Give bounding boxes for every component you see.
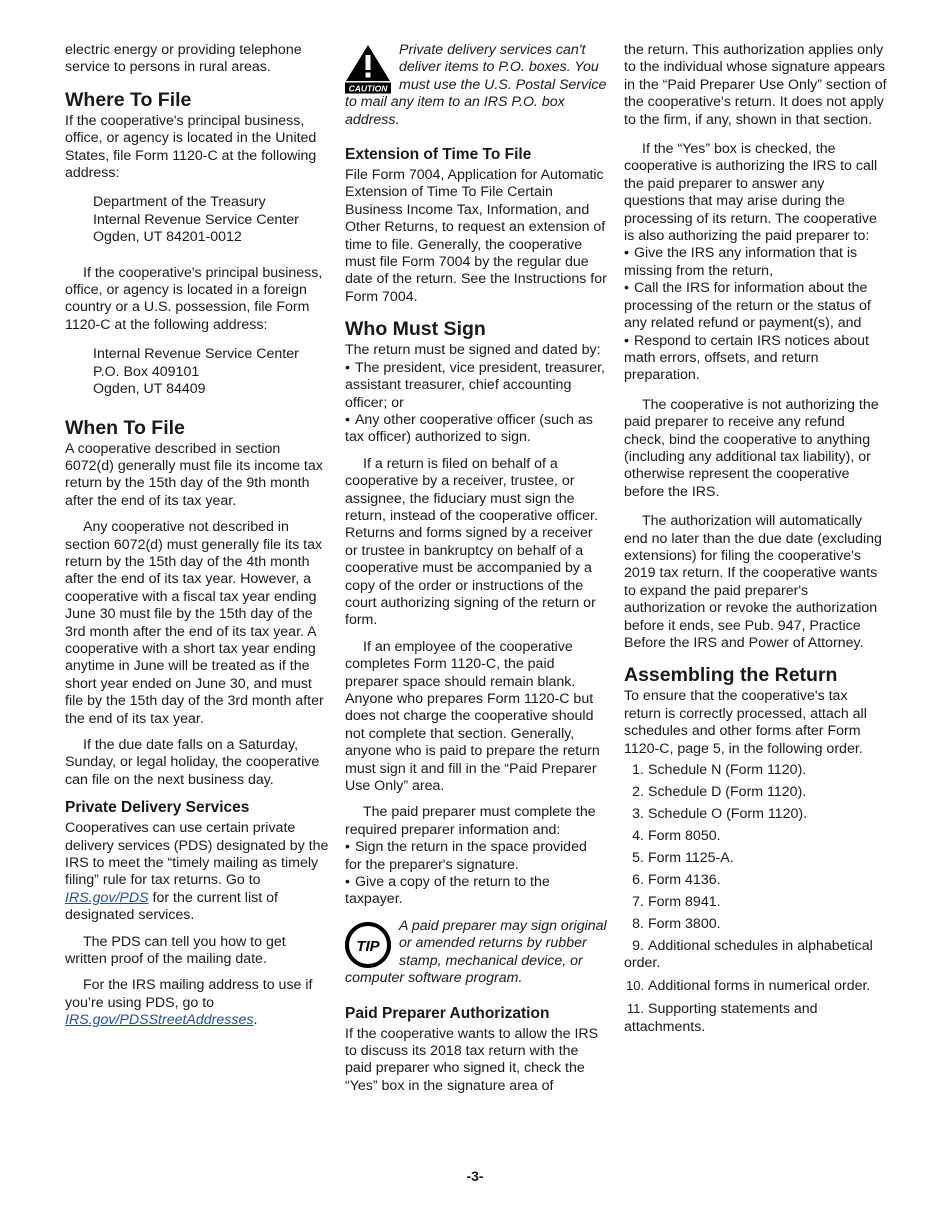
paid-preparer-authorization-heading: Paid Preparer Authorization	[345, 1004, 550, 1022]
tip-note	[345, 918, 607, 988]
column-left	[65, 42, 330, 1039]
when-to-file-paragraph-2: Any cooperative not described in section 6072(d) must generally file its tax return by the 15th day of the 4th month after the end of its tax year. However, a cooperative with a fiscal tax year ending June 30 must file by the 15th day of the 3rd month after the end of its tax year. A cooperative with a short tax year ending anytime in June will be treated as if the short year ended on June 30, and must file by the 15th day of the 3rd month after the end of its tax year.	[65, 519, 324, 727]
extension-paragraph: File Form 7004, Application for Automatic Extension of Time To File Certain Business Income Tax, Information, and Other Returns, to request an extension of time to file. Generally, the cooperative must file Form 7004 by the regular due date of the return. See the Instructions for Form 7004.	[345, 167, 607, 305]
pds-paragraph-2: The PDS can tell you how to get written proof of the mailing date.	[65, 933, 286, 968]
list-item: 7. Form 8941.	[632, 894, 721, 911]
who-must-sign-paragraph-2: If a return is filed on behalf of a cooperative by a receiver, trustee, or assignee, the fiduciary must sign the return, instead of the cooperative officer. Returns and forms signed by a receiver or trustee in bankruptcy on behalf of a cooperative must be accompanied by a copy of the order or instructions of the court authorizing signing of the return or form.	[345, 455, 598, 629]
address-line: Ogden, UT 84409	[93, 381, 206, 398]
bullet-item: • Sign the return in the space provided for the preparer's signature.	[345, 839, 607, 874]
bullet-item: • Give the IRS any information that is missing from the return,	[624, 245, 887, 280]
who-must-sign-heading: Who Must Sign	[345, 318, 486, 341]
pds-paragraph-3: For the IRS mailing address to use if you’re using PDS, go to IRS.gov/PDSStreetAddresses.	[65, 977, 313, 1029]
bullet-item: • Give a copy of the return to the taxpayer.	[345, 874, 607, 909]
list-item: 10. Additional forms in numerical order.	[626, 978, 871, 995]
list-item: 3. Schedule O (Form 1120).	[632, 806, 808, 823]
irs-pds-street-addresses-link[interactable]: IRS.gov/PDSStreetAddresses	[65, 1012, 254, 1029]
where-to-file-paragraph-1: If the cooperative's principal business, office, or agency is located in the United States, file Form 1120-C at the following address:	[65, 112, 317, 182]
bullet-item: • The president, vice president, treasurer, assistant treasurer, chief accounting officer; or	[345, 360, 607, 412]
address-line: Internal Revenue Service Center	[93, 346, 299, 363]
tip-icon	[345, 920, 391, 970]
list-item: 1. Schedule N (Form 1120).	[632, 762, 807, 779]
when-to-file-paragraph-3: If the due date falls on a Saturday, Sunday, or legal holiday, the cooperative can file on the next business day.	[65, 737, 320, 788]
paid-preparer-authorization-paragraph: If the cooperative wants to allow the IRS to discuss its 2018 tax return with the paid preparer who signed it, check the “Yes” box in the signature area of	[345, 1025, 599, 1094]
extension-heading: Extension of Time To File	[345, 146, 532, 164]
caution-icon	[345, 44, 391, 94]
bullet-item: • Call the IRS for information about the processing of the return or the status of any related refund or payment(s), and	[624, 280, 887, 332]
intro-paragraph: electric energy or providing telephone service to persons in rural areas.	[65, 42, 302, 76]
list-item: 9. Additional schedules in alphabetical order.	[624, 938, 873, 972]
assembling-paragraph: To ensure that the cooperative's tax return is correctly processed, attach all schedules and other forms after Form 1120-C, page 5, in the following order.	[624, 688, 867, 757]
bullet-item: • Any other cooperative officer (such as tax officer) authorized to sign.	[345, 412, 607, 447]
when-to-file-paragraph-1: A cooperative described in section 6072(d) generally must file its income tax return by the 15th day of the 9th month after the end of its tax year.	[65, 440, 323, 509]
caution-text: Private delivery services can't deliver items to P.O. boxes. You must use the U.S. Postal Service to mail any item to an IRS P.O. box address.	[345, 42, 607, 128]
address-line: Internal Revenue Service Center	[93, 211, 299, 228]
column-middle	[345, 42, 607, 1104]
address-line: P.O. Box 409101	[93, 363, 200, 380]
address-line: Department of the Treasury	[93, 194, 266, 211]
who-must-sign-paragraph-3: If an employee of the cooperative completes Form 1120-C, the paid preparer space should remain blank. Anyone who prepares Form 1120-C but does not charge the cooperative should not complete that section. Generally, anyone who is paid to prepare the return must sign it and fill in the “Paid Preparer Use Only” area.	[345, 638, 600, 795]
list-item: 4. Form 8050.	[632, 828, 721, 845]
where-to-file-paragraph-2: If the cooperative's principal business, office, or agency is located in a foreign country or a U.S. possession, file Form 1120-C at the following address:	[65, 264, 323, 333]
caution-label: CAUTION	[348, 83, 388, 94]
list-item: 6. Form 4136.	[632, 872, 721, 889]
foreign-address	[65, 346, 330, 398]
assembling-the-return-heading: Assembling the Return	[624, 664, 838, 687]
list-item: 5. Form 1125-A.	[632, 850, 734, 867]
domestic-address	[65, 194, 330, 246]
authorization-paragraph-1: the return. This authorization applies only to the individual whose signature appears in the “Paid Preparer Use Only” section of the cooperative's return. It does not apply to the firm, if any, shown in that section.	[624, 42, 887, 128]
authorization-paragraph-2: If the “Yes” box is checked, the cooperative is authorizing the IRS to call the paid preparer to answer any questions that may arise during the processing of its return. The cooperative is also authorizing the paid preparer to:	[624, 141, 878, 245]
pds-paragraph-1: Cooperatives can use certain private delivery services (PDS) designated by the IRS to meet the “timely mailing as timely filing” rule for tax returns. Go to IRS.gov/PDS for the current list of designated services.	[65, 820, 329, 924]
column-right	[624, 42, 887, 1041]
list-item: 11. Supporting statements and attachments.	[624, 1001, 818, 1035]
authorization-paragraph-4: The authorization will automatically end no later than the due date (excluding extensions) for filing the cooperative's 2019 tax return. If the cooperative wants to expand the paid preparer's authorization or revoke the authorization before it ends, see Pub. 947, Practice Before the IRS and Power of Attorney.	[624, 513, 882, 651]
bullet-item: • Respond to certain IRS notices about math errors, offsets, and return preparation.	[624, 333, 887, 385]
address-line: Ogden, UT 84201-0012	[93, 229, 242, 246]
list-item: 8. Form 3800.	[632, 916, 721, 933]
irs-pds-link[interactable]: IRS.gov/PDS	[65, 889, 149, 906]
assembly-order-list	[624, 762, 887, 1036]
private-delivery-services-heading: Private Delivery Services	[65, 799, 250, 817]
who-must-sign-paragraph-1: The return must be signed and dated by:	[345, 342, 601, 359]
where-to-file-heading: Where To File	[65, 88, 192, 111]
when-to-file-heading: When To File	[65, 416, 185, 439]
page-number: -3-	[466, 1168, 484, 1184]
caution-note	[345, 42, 607, 129]
who-must-sign-paragraph-4: The paid preparer must complete the required preparer information and:	[345, 804, 596, 838]
tip-label: TIP	[356, 937, 380, 955]
tip-text: A paid preparer may sign original or amended returns by rubber stamp, mechanical device, or computer software program.	[345, 917, 607, 987]
authorization-paragraph-3: The cooperative is not authorizing the paid preparer to receive any refund check, bind the cooperative to anything (including any additional tax liability), or otherwise represent the cooperative before the IRS.	[624, 396, 879, 500]
list-item: 2. Schedule D (Form 1120).	[632, 784, 807, 801]
